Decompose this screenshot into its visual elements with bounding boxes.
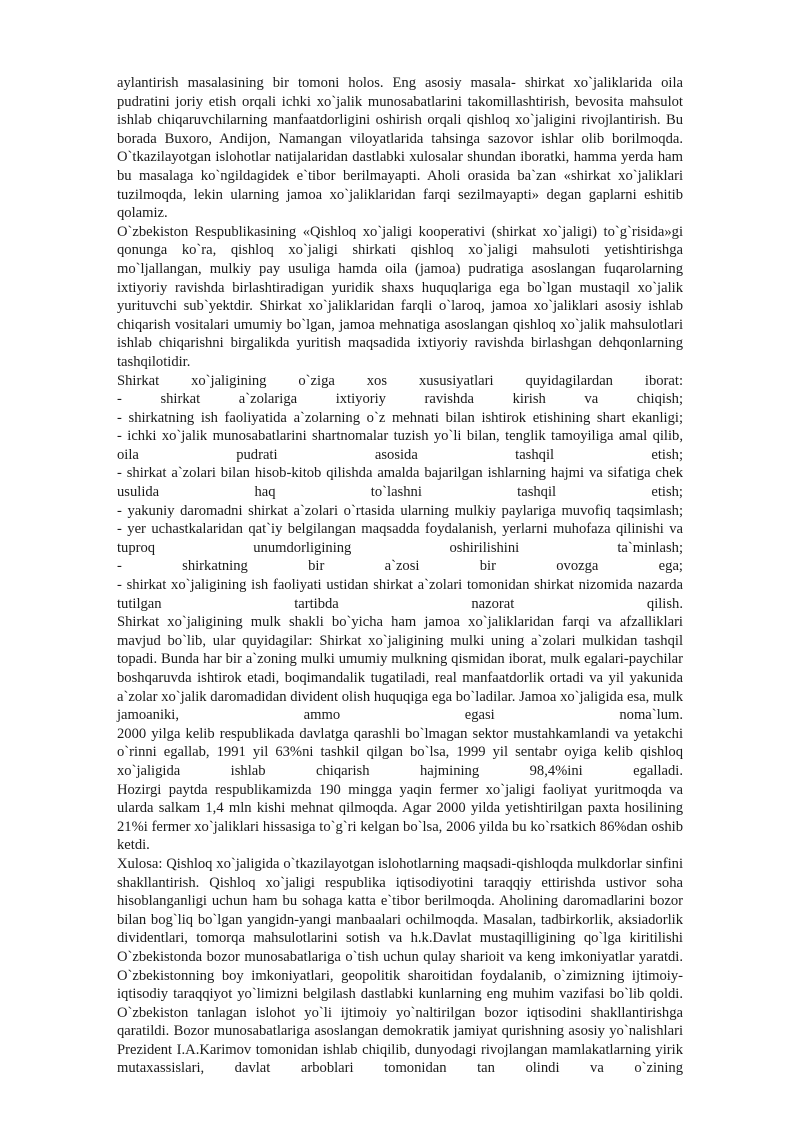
paragraph: Shirkat xo`jaligining o`ziga xos xususiyatlari quyidagilardan iborat: bbox=[117, 372, 683, 389]
paragraph: 2000 yilga kelib respublikada davlatga qarashli bo`lmagan sektor mustahkamlandi va yetakchi o`rinni egallab, 1991 yil 63%ni tashkil qilgan bo`lsa, 1999 yil sentabr oyiga kelib qishloq xo`jaligida ishlab chiqarish hajmining 98,4%ini egalladi. bbox=[117, 725, 683, 779]
paragraph: aylantirish masalasining bir tomoni holos. Eng asosiy masala- shirkat xo`jaliklarida oila pudratini joriy etish orqali ichki xo`jalik munosabatlarini takomillashtirish, bevosita mahsulot ishlab chiqaruvchilarning manfaatdorligini oshirish orqali qishloq xo`jaligini rivojlantirish. Bu borada Buxoro, Andijon, Namangan viloyatlarida tahsinga sazovor ishlar olib borilmoqda. O`tkazilayotgan islohotlar natijalaridan dastlabki xulosalar shundan iboratki, hamma yerda ham bu masalaga ko`ngildagidek e`tibor berilmayapti. Aholi orasida ba`zan «shirkat xo`jaliklari tuzilmoqda, lekin ularning jamoa xo`jaliklaridan farqi sezilmayapti» degan gaplarni eshitib qolamiz. bbox=[117, 75, 683, 222]
list-item: - shirkat a`zolari bilan hisob-kitob qilishda amalda bajarilgan ishlarning hajmi va sifatiga chek usulida haq to`lashni tashqil etish; bbox=[117, 465, 683, 501]
paragraph: Hozirgi paytda respublikamizda 190 mingga yaqin fermer xo`jaligi faoliyat yuritmoqda va ularda salkam 1,4 mln kishi mehnat qilmoqda. Agar 2000 yilda yetishtirilgan paxta hosilining 21%i fermer xo`jaliklari hissasiga to`g`ri kelgan bo`lsa, 2006 yilda bu ko`rsatkich 86%dan oshib ketdi. bbox=[117, 781, 683, 854]
list-item: - shirkatning ish faoliyatida a`zolarning o`z mehnati bilan ishtirok etishining shart ekanligi; bbox=[117, 409, 683, 426]
list-item: - shirkat xo`jaligining ish faoliyati ustidan shirkat a`zolari tomonidan shirkat nizomida nazarda tutilgan tartibda nazorat qilish. bbox=[117, 577, 683, 612]
paragraph: O`zbekiston Respublikasining «Qishloq xo`jaligi kooperativi (shirkat xo`jaligi) to`g`risida»gi qonunga ko`ra, qishloq xo`jaligi shirkati qishloq xo`jaligi mahsuloti yetishtirishga mo`ljallangan, mulkiy pay usuliga hamda oila (jamoa) pudratiga asoslangan fuqarolarning ixtiyoriy ravishda birlashtiradigan yuridik shaxs huquqlariga ega bo`lgan mustaqil xo`jalik yurituvchi sub`yektdir. Shirkat xo`jaliklaridan farqli o`laroq, jamoa xo`jaliklari asosiy ishlab chiqarish vositalari umumiy bo`lgan, jamoa mehnatiga asoslangan qishloq xo`jalik mahsulotlari ishlab chiqarishni birgalikda yuritish maqsadida ixtiyoriy ravishda birlashgan dehqonlarning tashqilotidir. bbox=[117, 223, 683, 370]
document-page bbox=[117, 74, 683, 1078]
list-item: - ichki xo`jalik munosabatlarini shartnomalar tuzish yo`li bilan, tenglik tamoyiliga amal qilib, oila pudrati asosida tashqil etish; bbox=[117, 428, 683, 463]
paragraph: Shirkat xo`jaligining mulk shakli bo`yicha ham jamoa xo`jaliklaridan farqi va afzalliklari mavjud bo`lib, ular quyidagilar: Shirkat xo`jaligining mulki uning a`zolari mulkidan tashqil topadi. Bunda har bir a`zoning mulki umumiy mulkning qismidan iborat, mulk egalari-paychilar boshqaruvda ishtirok etadi, boqimandalik tugatiladi, real manfaatdorlik ortadi va yil yakunida a`zolar xo`jalik daromadidan divident olish huquqiga ega bo`ladilar. Jamoa xo`jaligida esa, mulk jamoaniki, ammo egasi noma`lum. bbox=[117, 614, 683, 724]
paragraph: Xulosa: Qishloq xo`jaligida o`tkazilayotgan islohotlarning maqsadi-qishloqda mulkdorlar sinfini shakllantirish. Qishloq xo`jaligi respublika iqtisodiyotini taraqqiy ettirishda ustivor soha hisoblanganligi uchun ham bu sohaga katta e`tibor berilmoqda. Aholining daromadlarini bozor bilan bog`liq bo`lgan yangidn-yangi manbaalari ochilmoqda. Masalan, tadbirkorlik, aksiadorlik dividentlari, tomorqa mahsulotlarini sotish va h.k.Davlat mustaqilligining qo`lga kiritilishi O`zbekistonda bozor munosabatlariga o`tish uchun qulay sharioit va keng imkoniyatlar yaratdi. O`zbekistonning boy imkoniyatlari, geopolitik sharoitidan foydalanib, o`zimizning ijtimoiy-iqtisodiy taraqqiyot yo`limizni belgilash dastlabki kunlarning eng muhim vazifasi bo`lib qoldi. O`zbekiston tanlagan islohot yo`li ijtimoiy yo`naltirilgan bozor iqtisodini shakllantirishga qaratildi. Bozor munosabatlariga asoslangan demokratik jamiyat qurishning asosiy yo`nalishlari Prezident I.A.Karimov tomonidan ishlab chiqilib, dunyodagi rivojlangan mamlakatlarning yirik mutaxassislari, davlat arboblari tomonidan tan olindi va o`zining bbox=[117, 855, 683, 1077]
list-item: - yakuniy daromadni shirkat a`zolari o`rtasida ularning mulkiy paylariga muvofiq taqsimlash; bbox=[117, 502, 683, 519]
list-item: - shirkatning bir a`zosi bir ovozga ega; bbox=[117, 558, 683, 575]
list-item: - yer uchastkalaridan qat`iy belgilangan maqsadda foydalanish, yerlarni muhofaza qilinishi va tuproq unumdorligining oshirilishini ta`minlash; bbox=[117, 521, 683, 556]
list-item: - shirkat a`zolariga ixtiyoriy ravishda kirish va chiqish; bbox=[117, 391, 683, 408]
